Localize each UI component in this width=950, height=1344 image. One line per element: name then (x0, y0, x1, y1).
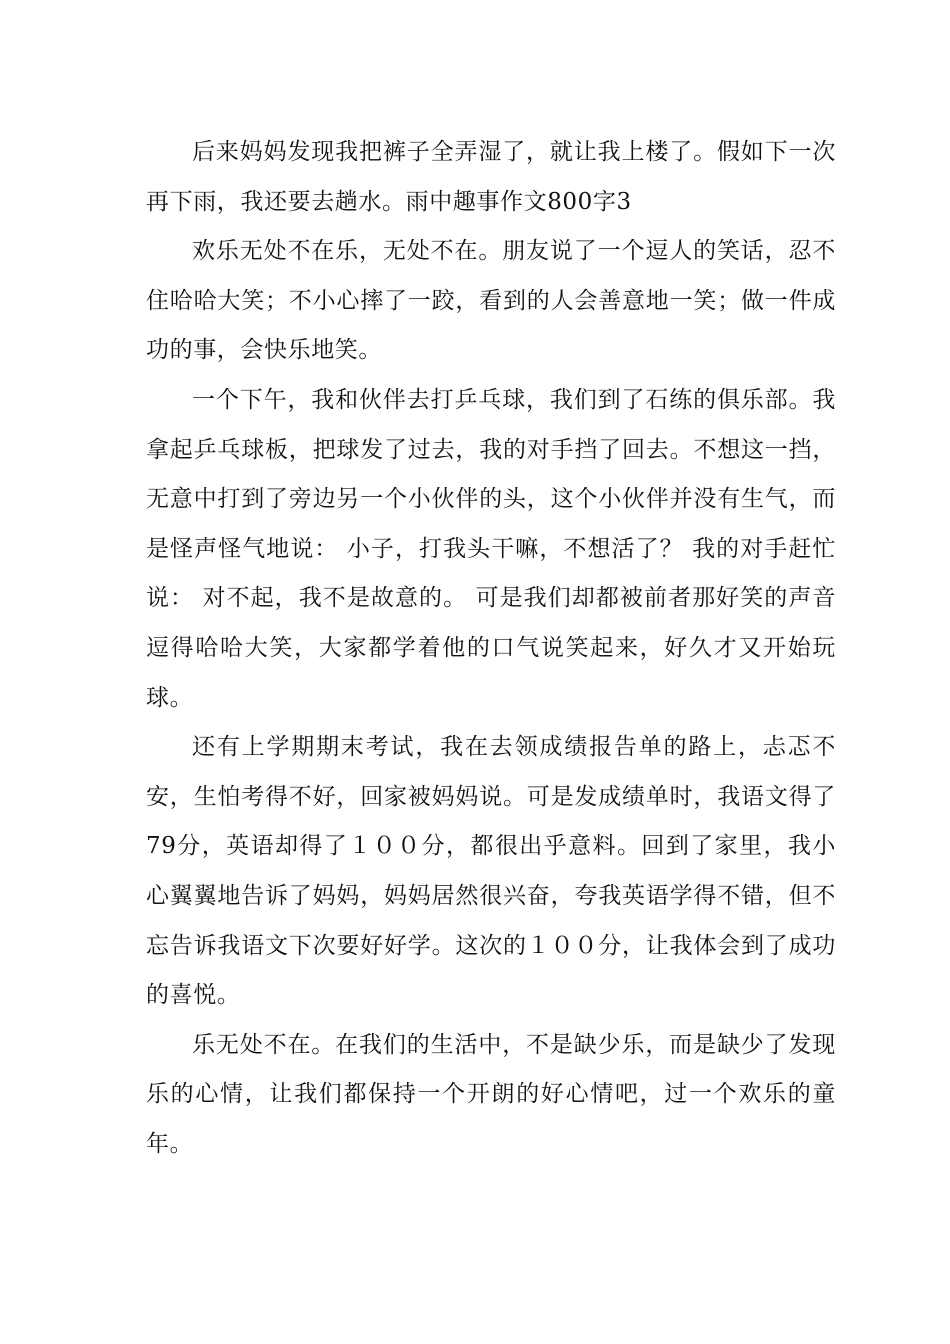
paragraph-3: 一个下午，我和伙伴去打乒乓球，我们到了石练的俱乐部。我拿起乒乓球板，把球发了过去，我的对手挡了回去。不想这一挡，无意中打到了旁边另一个小伙伴的头，这个小伙伴并没有生气，而是怪声怪气地说： 小子，打我头干嘛，不想活了？ 我的对手赶忙说： 对不起，我不是故意的。 可是我们却都被前者那好笑的声音逗得哈哈大笑，大家都学着他的口气说笑起来，好久才又开始玩球。 (146, 386, 836, 711)
paragraph-1: 后来妈妈发现我把裤子全弄湿了，就让我上楼了。假如下一次再下雨，我还要去趟水。雨中趣事作文800字3 (146, 139, 836, 215)
paragraph-4: 还有上学期期末考试，我在去领成绩报告单的路上，忐忑不安，生怕考得不好，回家被妈妈说。可是发成绩单时，我语文得了79分，英语却得了１００分，都很出乎意料。回到了家里，我小心翼翼地告诉了妈妈，妈妈居然很兴奋，夸我英语学得不错，但不忘告诉我语文下次要好好学。这次的１００分，让我体会到了成功的喜悦。 (146, 734, 836, 1009)
paragraph-2: 欢乐无处不在乐，无处不在。朋友说了一个逗人的笑话，忍不住哈哈大笑；不小心摔了一跤，看到的人会善意地一笑；做一件成功的事，会快乐地笑。 (146, 238, 836, 364)
paragraph-5: 乐无处不在。在我们的生活中，不是缺少乐，而是缺少了发现乐的心情，让我们都保持一个开朗的好心情吧，过一个欢乐的童年。 (146, 1031, 836, 1157)
document-body (146, 128, 836, 1169)
